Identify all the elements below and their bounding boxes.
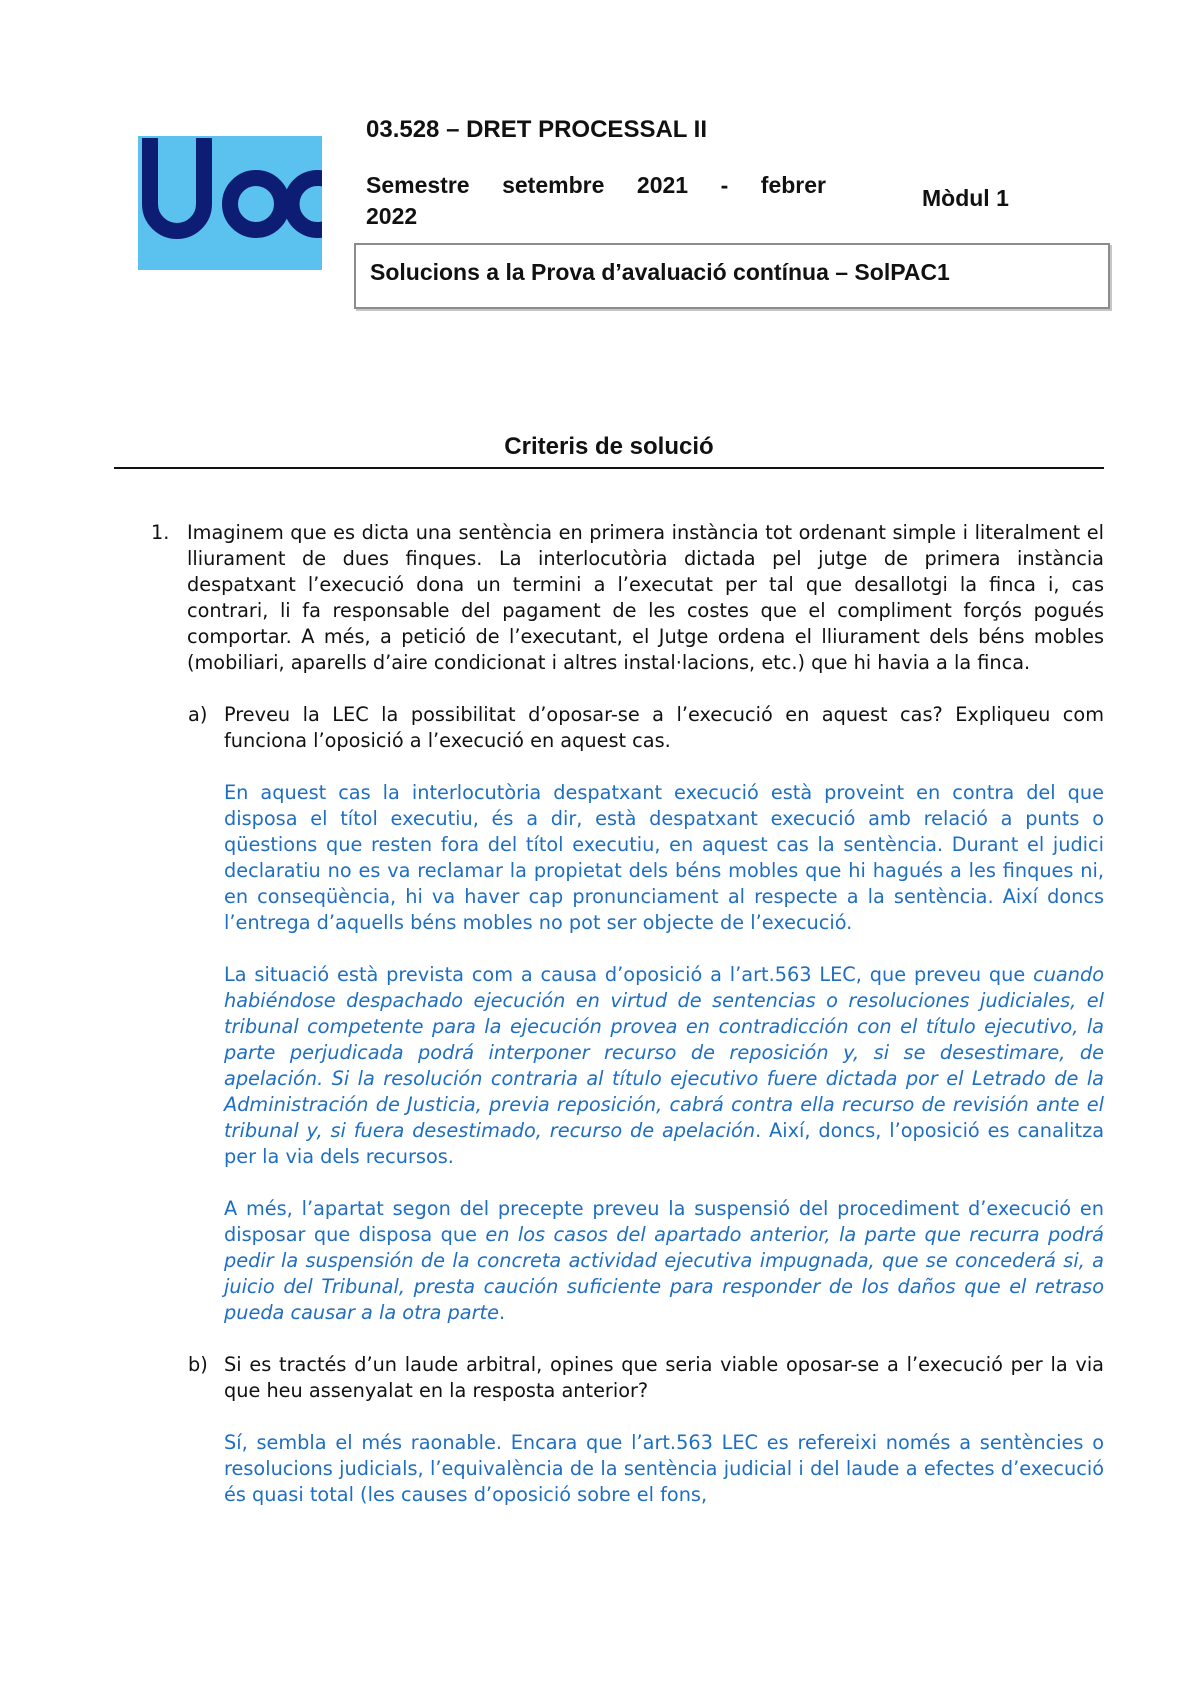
legal-quote: en los casos del apartado anterior, la parte que recurra podrá pedir la suspensión de la concreta actividad ejecutiva impugnada, que se concederá si, a juicio del Tribunal, presta caución suficiente para responder de los daños que el retraso pueda causar a la otra parte: [224, 1223, 1104, 1324]
question-number: 1.: [151, 521, 170, 544]
subquestion-b: [188, 1352, 1104, 1404]
semester-info: [366, 170, 826, 232]
question-1: [151, 520, 1104, 676]
question-text: Imaginem que es dicta una sentència en primera instància tot ordenant simple i literalment el lliurament de dues finques. La interlocutòria dictada pel jutge de primera instància despatxant l’execució dona un termini a l’executat per tal que desallotgi la finca i, cas contrari, li fa responsable del pagament de les costes que el compliment forçós pogués comportar. A més, a petició de l’executant, el Jutge ordena el lliurament dels béns mobles (mobiliari, aparells d’aire condicionat i altres instal·lacions, etc.) que hi havia a la finca.: [187, 521, 1104, 674]
uoc-logo: [138, 136, 322, 270]
answer-text: La situació està prevista com a causa d’oposició a l’art.563 LEC, que preveu que: [224, 963, 1034, 986]
solution-title: Solucions a la Prova d’avaluació contínua – SolPAC1: [370, 259, 950, 285]
course-title: 03.528 – DRET PROCESSAL II: [366, 116, 708, 143]
section-title: Criteris de solució: [504, 433, 714, 460]
subquestion-letter: b): [188, 1353, 208, 1376]
answer-text: . Així, doncs, l’oposició es canalitza per la via dels recursos.: [224, 1119, 1105, 1168]
answer-a-paragraph-3: [224, 1196, 1104, 1326]
semester-year: 2022: [366, 203, 418, 229]
document-body: [0, 520, 1200, 1508]
section-divider: [114, 467, 1104, 469]
solution-title-box: [354, 243, 1110, 309]
uoc-logo-graphic: [138, 136, 322, 270]
subquestion-text: Si es tractés d’un laude arbitral, opines que seria viable oposar-se a l’execució per la via que heu assenyalat en la resposta anterior?: [224, 1353, 1104, 1402]
answer-b-paragraph-1: Sí, sembla el més raonable. Encara que l’art.563 LEC es refereixi només a sentències o resolucions judicials, l’equivalència de la sentència judicial i del laude a efectes d’execució és quasi total (les causes d’oposició sobre el fons,: [224, 1431, 1104, 1506]
subquestion-a: [188, 702, 1104, 754]
answer-text: A més, l’apartat segon del precepte preveu la suspensió del procediment d’execució en disposar que disposa que: [224, 1197, 1104, 1246]
module-label: Mòdul 1: [922, 185, 1009, 211]
answer-text: .: [498, 1301, 506, 1324]
semester-line: Semestre setembre 2021 - febrer: [366, 172, 826, 198]
subquestion-text: Preveu la LEC la possibilitat d’oposar-se a l’execució en aquest cas? Expliqueu com funciona l’oposició a l’execució en aquest cas.: [224, 703, 1104, 752]
answer-a-paragraph-1: En aquest cas la interlocutòria despatxant execució està proveint en contra del que disposa el títol executiu, és a dir, està despatxant execució amb relació a punts o qüestions que resten fora del títol executiu, en aquest cas la sentència. Durant el judici declaratiu no es va reclamar la propietat dels béns mobles que hi hagués a les finques ni, en conseqüència, hi va haver cap pronunciament al respecte a la sentència. Així doncs l’entrega d’aquells béns mobles no pot ser objecte de l’execució.: [224, 781, 1104, 934]
subquestion-letter: a): [188, 703, 208, 726]
answer-a-paragraph-2: [224, 962, 1104, 1170]
legal-quote: cuando habiéndose despachado ejecución en virtud de sentencias o resoluciones judiciales, el tribunal competente para la ejecución provea en contradicción con el título ejecutivo, la parte perjudicada podrá interponer recurso de reposición y, si se desestimare, de apelación. Si la resolución contraria al título ejecutivo fuere dictada por el Letrado de la Administración de Justicia, previa reposición, cabrá contra ella recurso de revisión ante el tribunal y, si fuera desestimado, recurso de apelación: [224, 963, 1104, 1142]
